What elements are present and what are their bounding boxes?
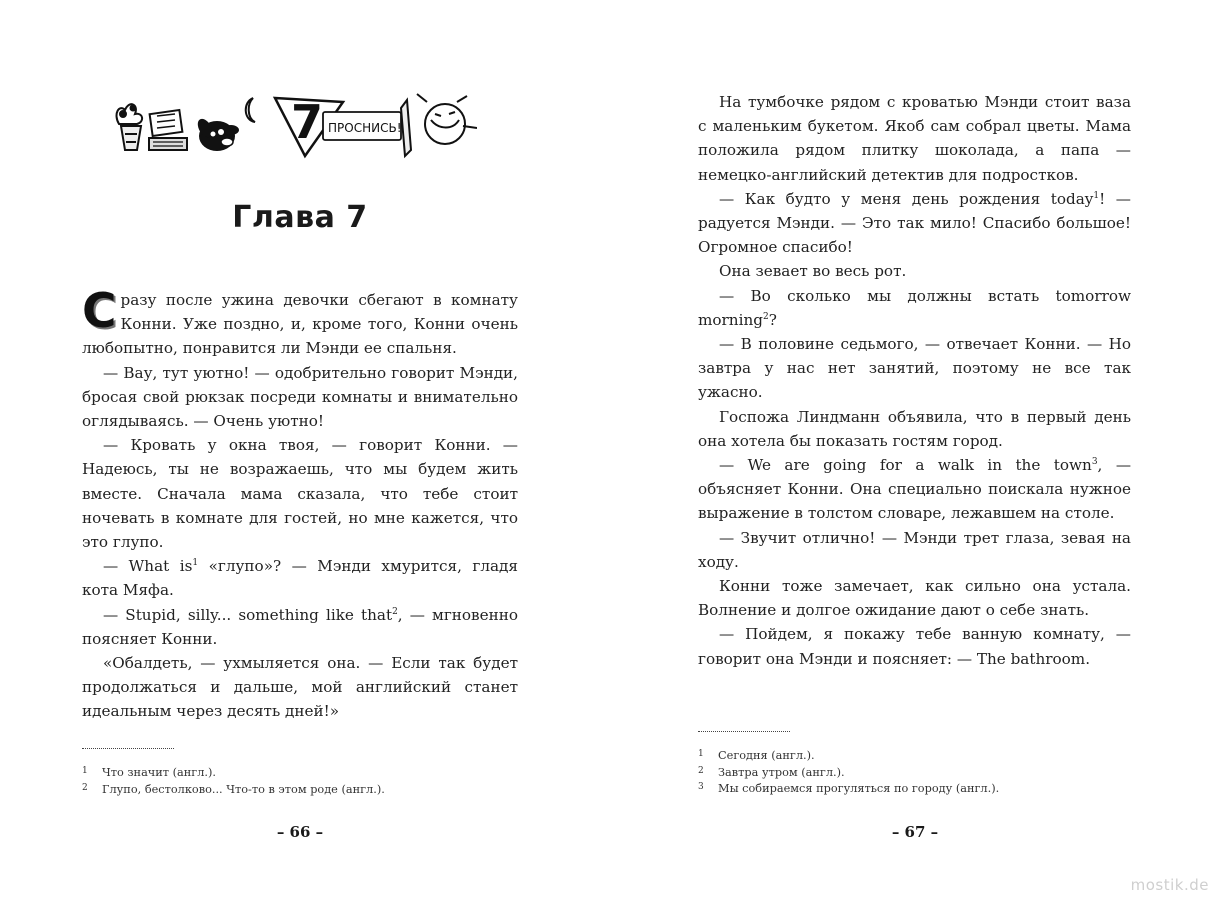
- paragraph: Конни тоже замечает, как сильно она устала. Волнение и долгое ожидание дают о себе знать.: [698, 577, 1131, 620]
- paragraph: — Как будто у меня день рождения today$^1$! — радуется Мэнди. — Это так мило! Спасибо большое! Огромное спасибо!: [698, 189, 1131, 257]
- paragraph: — Во сколько мы должны встать tomorrow morning$^2$?: [698, 286, 1131, 329]
- paragraph: — Кровать у окна твоя, — говорит Конни. — Надеюсь, ты не возражаешь, что мы будем жить вместе. Сначала мама сказала, что тебе стоит ночевать в комнате для гостей, но мне кажется, что это глупо.: [82, 436, 518, 552]
- footnote-divider: [698, 731, 790, 732]
- paragraph: Сразу после ужина девочки сбегают в комнату Конни. Уже поздно, и, кроме того, Конни очень любопытно, понравится ли Мэнди ее спальня.: [82, 284, 518, 358]
- footnote-ref: 1: [192, 558, 199, 569]
- paragraph: «Обалдеть, — ухмыляется она. — Если так будет продолжаться и дальше, мой английский станет идеальным через десять дней!»: [82, 654, 518, 721]
- books-icon: [149, 110, 187, 150]
- chapter-title: Глава 7: [232, 200, 368, 235]
- wake-up-banner: [323, 112, 402, 140]
- footnote-ref: 2: [392, 606, 398, 617]
- footnote-divider: [82, 748, 174, 749]
- paragraph: Госпожа Линдманн объявила, что в первый день она хотела бы показать гостям город.: [698, 407, 1131, 450]
- svg-text:7: 7: [291, 95, 324, 149]
- paragraph: — Пойдем, я покажу тебе ванную комнату, — говорит она Мэнди и поясняет: — The bathroom.: [698, 625, 1131, 668]
- svg-text:ПРОСНИСЬ!: ПРОСНИСЬ!: [328, 121, 402, 135]
- chapter-header-illustration: [105, 90, 477, 162]
- moon-icon: [246, 98, 255, 122]
- left-body-text: [82, 284, 518, 724]
- paragraph: — Stupid, silly... something like that$^2$, — мгновенно поясняет Конни.: [82, 605, 518, 648]
- watermark: mostik.de: [1130, 876, 1209, 894]
- paragraph: — Звучит отлично! — Мэнди трет глаза, зевая на ходу.: [698, 528, 1131, 571]
- flower-vase-icon: [117, 104, 143, 150]
- right-body-text: [698, 90, 1131, 671]
- paragraph: — What $is^1$ «глупо»? — Мэнди хмурится, гладя кота Мяфа.: [82, 557, 518, 600]
- paragraph: На тумбочке рядом с кроватью Мэнди стоит ваза с маленьким букетом. Якоб сам собрал цветы. Мама положила рядом плитку шоколада, а папа — немецко-английский детектив для подростков.: [698, 93, 1131, 184]
- footnote: 2 Глупо, бестолково... Что-то в этом роде (англ.).: [82, 782, 385, 796]
- footnote-ref: 1: [1093, 190, 1100, 201]
- paragraph: Она зевает во весь рот.: [719, 262, 907, 281]
- footnote-ref: 2: [762, 311, 769, 322]
- page-number: – 67 –: [891, 823, 939, 841]
- footnote-ref: 3: [1091, 456, 1098, 467]
- alarm-clock-icon: [401, 94, 477, 156]
- drop-cap: С: [82, 284, 117, 339]
- page-number: – 66 –: [276, 823, 324, 841]
- footnote: 1 Что значит (англ.).: [82, 766, 216, 779]
- footnote: 3 Мы собираемся прогуляться по городу (англ.).: [698, 782, 1000, 795]
- footnotes: [82, 765, 522, 798]
- paragraph: — Вау, тут уютно! — одобрительно говорит Мэнди, бросая свой рюкзак посреди комнаты и внимательно оглядываясь. — Очень уютно!: [82, 363, 518, 431]
- footnote: 2 Завтра утром (англ.).: [698, 765, 845, 779]
- dog-icon: [195, 116, 239, 151]
- paragraph: — В половине седьмого, — отвечает Конни. — Но завтра у нас нет занятий, поэтому не все так ужасно.: [698, 335, 1131, 402]
- footnotes: [698, 748, 1138, 798]
- right-page: [607, 0, 1214, 899]
- paragraph: — We are going for a walk in the town$^3$, — объясняет Конни. Она специально поискала нужное выражение в толстом словаре, лежавшем на столе.: [698, 456, 1132, 523]
- footnote: 1 Сегодня (англ.).: [698, 749, 815, 762]
